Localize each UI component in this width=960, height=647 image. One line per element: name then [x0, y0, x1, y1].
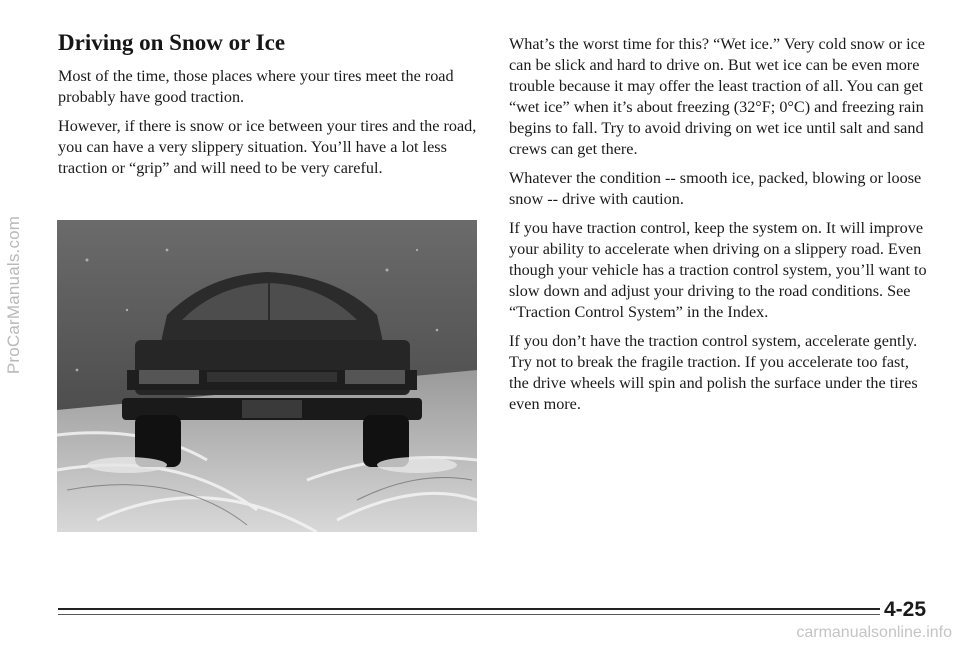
left-column	[58, 30, 480, 187]
page-number: 4-25	[884, 598, 927, 621]
footer-rule-thin	[58, 614, 880, 615]
right-column	[509, 34, 927, 423]
snow-car-illustration	[57, 220, 477, 532]
bottom-watermark: carmanualsonline.info	[796, 624, 952, 641]
left-paragraph-1: Most of the time, those places where your tires meet the road probably have good traction.	[58, 67, 454, 106]
right-paragraph-3: If you have traction control, keep the system on. It will improve your ability to accelerate when driving on a slippery road. Even though your vehicle has a traction control system, you’ll want to slow down and adjust your driving to the road conditions. See “Traction Control System” in the Index.	[509, 219, 927, 321]
section-title: Driving on Snow or Ice	[58, 30, 286, 55]
left-paragraph-2: However, if there is snow or ice between your tires and the road, you can have a very slippery situation. You’ll have a lot less traction or “grip” and will need to be very careful.	[58, 117, 477, 177]
right-paragraph-1: What’s the worst time for this? “Wet ice.” Very cold snow or ice can be slick and hard to drive on. But wet ice can be even more trouble because it may offer the least traction of all. You can get “wet ice” when it’s about freezing (32°F; 0°C) and freezing rain begins to fall. Try to avoid driving on wet ice until salt and sand crews can get there.	[509, 35, 925, 158]
right-paragraph-2: Whatever the condition -- smooth ice, packed, blowing or loose snow -- drive with caution.	[509, 169, 922, 208]
car-on-snow-drawing	[57, 220, 477, 532]
footer-rule	[58, 608, 880, 610]
side-watermark-text: ProCarManuals.com	[4, 215, 23, 375]
side-watermark	[2, 150, 26, 440]
right-paragraph-4: If you don’t have the traction control system, accelerate gently. Try not to break the fragile traction. If you accelerate too fast, the drive wheels will spin and polish the surface under the tires even more.	[509, 332, 918, 413]
